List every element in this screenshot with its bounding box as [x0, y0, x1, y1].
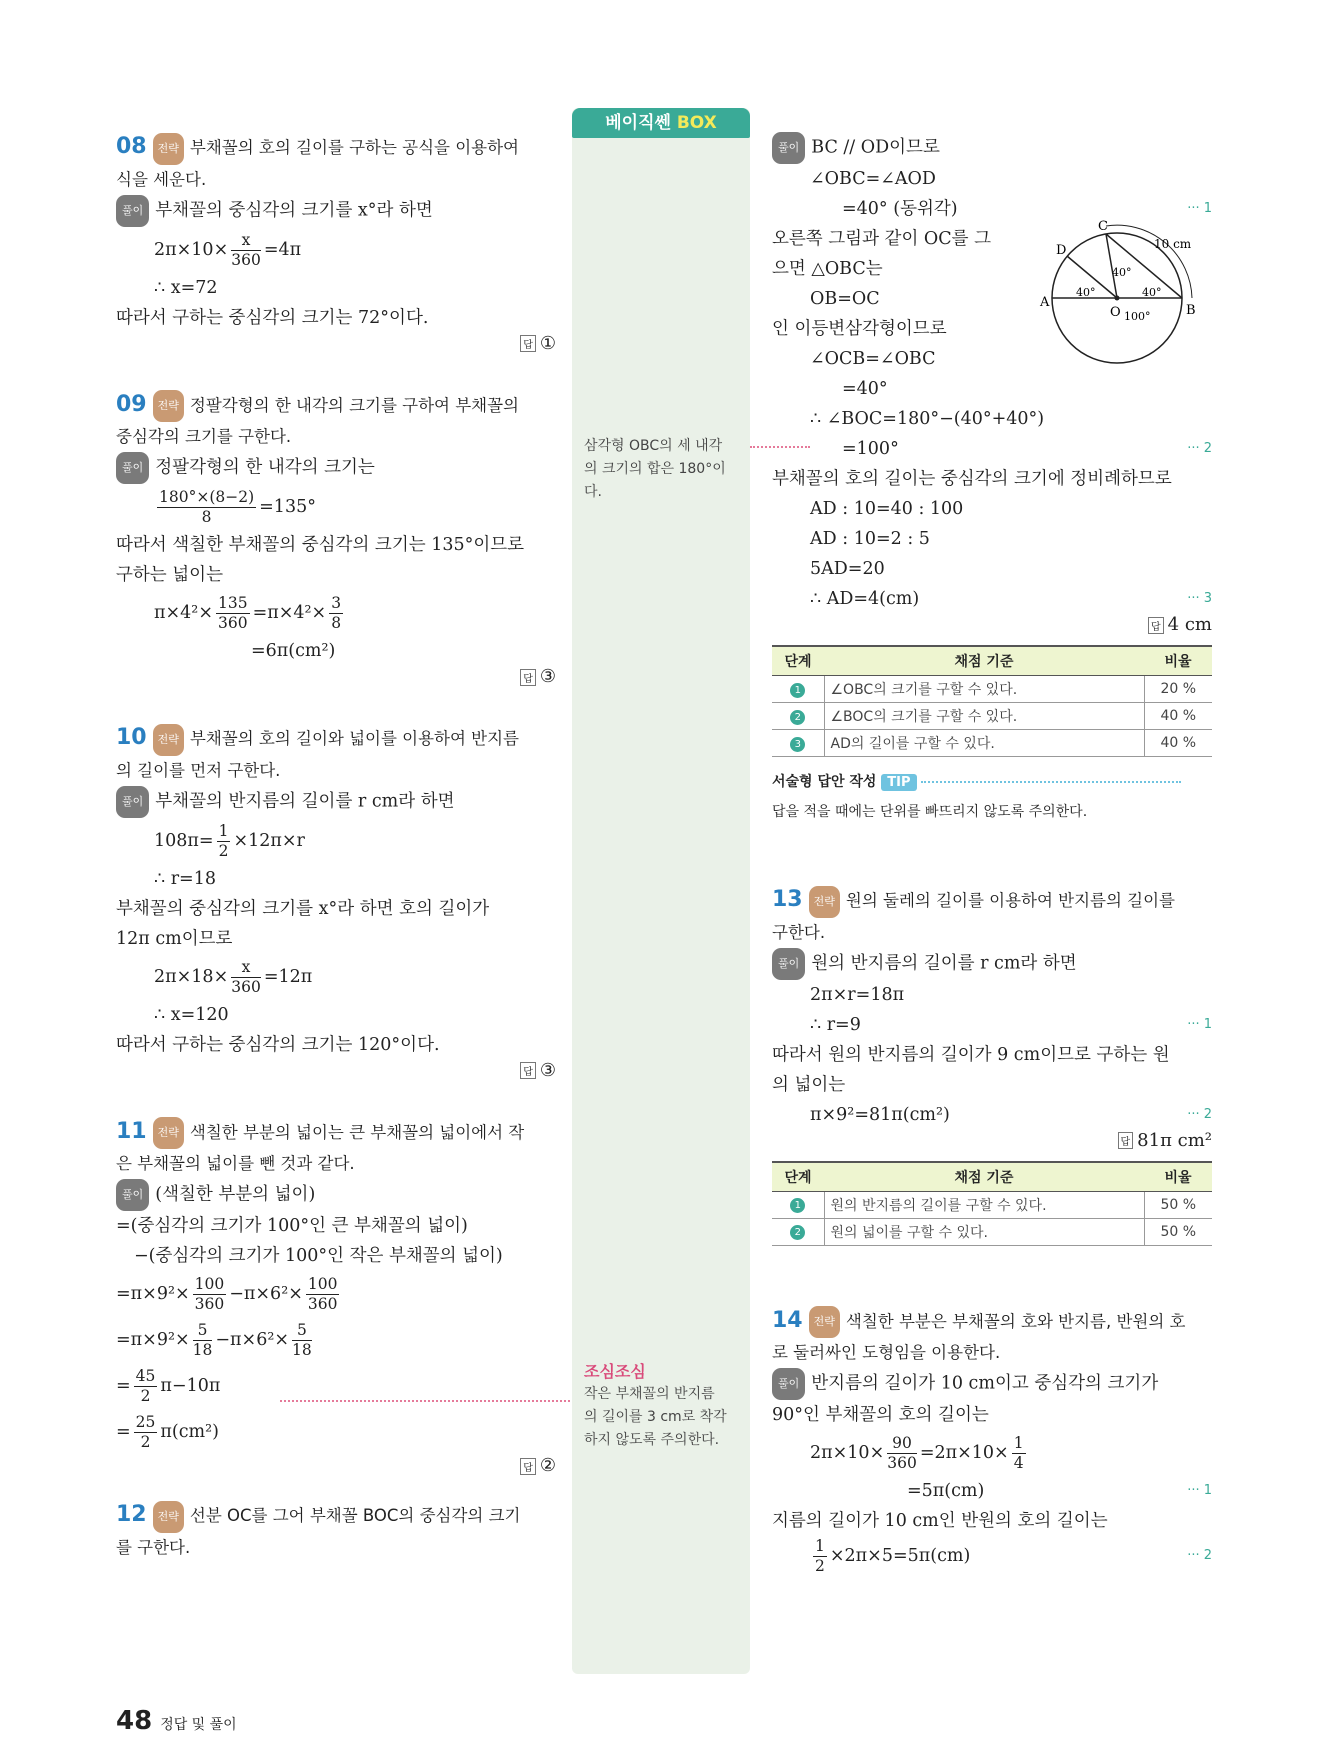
- eq-part: 108π=: [154, 830, 214, 851]
- text-line: 인 이등변삼각형이므로: [772, 319, 947, 339]
- equation: ∴ ∠BOC=180°−(40°+40°): [810, 409, 1045, 429]
- table-cell: 20 %: [1144, 676, 1212, 703]
- equation: ∴ r=9: [810, 1014, 861, 1035]
- answer-icon: 답: [1148, 617, 1164, 634]
- table-row: [772, 730, 1212, 757]
- page-number: 48: [116, 1706, 153, 1736]
- text-line: 12π cm이므로: [116, 928, 233, 949]
- note-line: 의 크기의 합은 180°이: [584, 461, 726, 477]
- answer: 81π cm²: [1137, 1129, 1212, 1151]
- strategy-text: 색칠한 부분은 부채꼴의 호와 반지름, 반원의 호: [845, 1311, 1186, 1331]
- table-cell: ∠BOC의 크기를 구할 수 있다.: [824, 703, 1144, 730]
- step-marker: ··· 1: [1187, 1016, 1212, 1032]
- angle-label: 40°: [1076, 286, 1096, 299]
- note-line: 하지 않도록 주의한다.: [584, 1432, 720, 1448]
- eq-part: π(cm²): [160, 1422, 219, 1442]
- angle-label: 100°: [1124, 310, 1151, 323]
- equation: [116, 1363, 556, 1409]
- text-line: 부채꼴의 호의 길이는 중심각의 크기에 정비례하므로: [772, 469, 1172, 489]
- eq-part: −π×6²×: [215, 1330, 290, 1350]
- angle-label: 40°: [1112, 266, 1132, 279]
- frac-num: 90: [887, 1434, 917, 1454]
- step-marker: ··· 2: [1187, 1106, 1212, 1122]
- equation: ∠OCB=∠OBC: [810, 349, 936, 369]
- equation: AD : 10=40 : 100: [810, 499, 964, 519]
- conclusion: 따라서 구하는 중심각의 크기는 120°이다.: [116, 1034, 440, 1055]
- table-cell: AD의 길이를 구할 수 있다.: [824, 730, 1144, 757]
- equation: [116, 818, 556, 864]
- solution-tag: 풀이: [772, 132, 805, 164]
- caution-title: 조심조심: [584, 1362, 646, 1381]
- equation: [116, 1317, 556, 1363]
- problem-number: 10: [116, 725, 147, 750]
- conclusion: 따라서 색칠한 부채꼴의 중심각의 크기는 135°이므로: [116, 535, 525, 555]
- frac-den: 8: [331, 614, 342, 632]
- equation: [772, 1536, 1212, 1576]
- table-header: 단계: [772, 1162, 824, 1192]
- solution-tag: 풀이: [116, 1179, 149, 1211]
- equation: AD : 10=2 : 5: [810, 529, 930, 549]
- eq-part: =4π: [263, 239, 302, 260]
- step-number: 1: [790, 1198, 805, 1213]
- eq-part: =π×4²×: [252, 603, 327, 623]
- conclusion: 구하는 넓이는: [116, 565, 223, 585]
- equation: [116, 954, 556, 1000]
- footer-label: 정답 및 풀이: [160, 1717, 237, 1733]
- frac-num: 45: [135, 1367, 156, 1385]
- equation: OB=OC: [810, 289, 880, 309]
- equation: π×9²=81π(cm²): [810, 1104, 950, 1125]
- strategy-tag: 전략: [809, 1306, 840, 1338]
- label-radius: 10 cm: [1154, 237, 1192, 251]
- equation: =100°: [842, 439, 899, 459]
- table-header: 비율: [1144, 1162, 1212, 1192]
- solution-text: 원의 반지름의 길이를 r cm라 하면: [811, 953, 1077, 973]
- text-line: 오른쪽 그림과 같이 OC를 그: [772, 229, 992, 249]
- strategy-text: 를 구한다.: [116, 1537, 191, 1557]
- equation: =40°: [842, 379, 888, 399]
- equation: [116, 590, 556, 636]
- strategy-tag: 전략: [153, 390, 184, 422]
- problem-number: 14: [772, 1307, 803, 1333]
- right-column: [772, 132, 1212, 1576]
- conclusion: 따라서 구하는 중심각의 크기는 72°이다.: [116, 307, 429, 328]
- text-line: 으면 △OBC는: [772, 259, 883, 279]
- frac-den: 360: [217, 614, 248, 632]
- sidebar-title-suffix: BOX: [676, 113, 717, 133]
- frac-den: 2: [140, 1387, 151, 1405]
- eq-part: =12π: [263, 966, 313, 987]
- equation: ∠OBC=∠AOD: [810, 169, 936, 189]
- eq-part: =: [116, 1376, 131, 1396]
- strategy-text: 부채꼴의 호의 길이를 구하는 공식을 이용하여: [189, 138, 519, 157]
- problem-12-header: [116, 1500, 556, 1563]
- strategy-text: 정팔각형의 한 내각의 크기를 구하여 부채꼴의: [189, 395, 519, 415]
- tip-divider: [921, 781, 1181, 783]
- strategy-text: 로 둘러싸인 도형임을 이용한다.: [772, 1343, 1001, 1362]
- strategy-text: 선분 OC를 그어 부채꼴 BOC의 중심각의 크기: [189, 1506, 521, 1525]
- solution-text: 반지름의 길이가 10 cm이고 중심각의 크기가: [811, 1373, 1159, 1394]
- solution-text: BC // OD이므로: [811, 137, 940, 158]
- eq-part: −π×6²×: [229, 1284, 303, 1304]
- eq-part: 2π×10×: [810, 1443, 885, 1463]
- answer: 4 cm: [1167, 614, 1212, 635]
- table-cell: ∠OBC의 크기를 구할 수 있다.: [824, 676, 1144, 703]
- strategy-text: 원의 둘레의 길이를 이용하여 반지름의 길이를: [845, 891, 1175, 910]
- eq-part: ×12π×r: [233, 830, 305, 851]
- answer: ③: [539, 1059, 556, 1081]
- frac-num: 135: [217, 594, 248, 612]
- frac-den: 360: [307, 1295, 338, 1313]
- frac-num: 1: [815, 1537, 825, 1555]
- frac-num: 100: [194, 1275, 225, 1293]
- equation: ∴ r=18: [154, 868, 216, 889]
- problem-number: 13: [772, 887, 803, 912]
- equation: −(중심각의 크기가 100°인 작은 부채꼴의 넓이): [134, 1246, 503, 1266]
- problem-14: [772, 1306, 1212, 1577]
- table-header: 비율: [1144, 646, 1212, 676]
- frac-num: 180°×(8−2): [159, 488, 255, 506]
- equation: =(중심각의 크기가 100°인 큰 부채꼴의 넓이): [116, 1216, 468, 1236]
- problem-number: 12: [116, 1502, 147, 1527]
- sidebar-title: [572, 108, 750, 138]
- equation: 2π×r=18π: [810, 984, 905, 1005]
- text-line: 지름의 길이가 10 cm인 반원의 호의 길이는: [772, 1511, 1108, 1531]
- frac-den: 2: [218, 841, 229, 860]
- sector-diagram: [1042, 218, 1222, 378]
- answer: ②: [539, 1455, 556, 1476]
- table-cell: 40 %: [1144, 703, 1212, 730]
- equation: [772, 1430, 1212, 1476]
- left-column: [116, 132, 556, 1563]
- strategy-text: 부채꼴의 호의 길이와 넓이를 이용하여 반지름: [189, 729, 519, 748]
- equation: =6π(cm²): [251, 641, 336, 661]
- solution-text: 정팔각형의 한 내각의 크기는: [155, 457, 375, 478]
- tip-text: 답을 적을 때에는 단위를 빠뜨리지 않도록 주의한다.: [772, 804, 1088, 820]
- frac-den: 4: [1013, 1454, 1024, 1472]
- frac-den: 2: [815, 1557, 825, 1575]
- answer-icon: 답: [520, 1062, 536, 1079]
- equation: [116, 227, 556, 273]
- strategy-text: 색칠한 부분의 넓이는 큰 부채꼴의 넓이에서 작: [189, 1122, 525, 1142]
- solution-text: 부채꼴의 중심각의 크기를 x°라 하면: [155, 200, 433, 220]
- solution-tag: 풀이: [116, 452, 149, 484]
- equation: [116, 484, 556, 530]
- solution-tag: 풀이: [772, 948, 805, 980]
- strategy-text: 식을 세운다.: [116, 169, 207, 189]
- solution-tag: 풀이: [116, 195, 149, 227]
- frac-num: 1: [218, 821, 229, 840]
- sidebar-note-triangle: [584, 435, 726, 504]
- table-header: 채점 기준: [824, 1162, 1144, 1192]
- label-D: D: [1056, 243, 1067, 258]
- table-row: [772, 676, 1212, 703]
- grading-table: [772, 1161, 1212, 1246]
- frac-num: x: [231, 958, 261, 978]
- step-marker: ··· 1: [1187, 1483, 1212, 1498]
- frac-den: 360: [194, 1295, 225, 1313]
- equation: ∴ x=72: [154, 277, 218, 298]
- frac-den: 18: [292, 1341, 312, 1359]
- strategy-tag: 전략: [153, 1501, 184, 1533]
- step-marker: ··· 2: [1187, 441, 1212, 456]
- answer-icon: 답: [1118, 1132, 1134, 1149]
- label-A: A: [1040, 295, 1050, 310]
- note-line: 의 길이를 3 cm로 착각: [584, 1409, 727, 1425]
- problem-11: [116, 1117, 556, 1477]
- strategy-tag: 전략: [153, 1117, 184, 1149]
- eq-part: π×4²×: [154, 603, 213, 623]
- label-B: B: [1186, 303, 1196, 318]
- table-cell: 40 %: [1144, 730, 1212, 757]
- tip-badge: TIP: [881, 774, 916, 791]
- eq-part: 2π×10×: [154, 239, 229, 260]
- label-C: C: [1098, 219, 1108, 234]
- eq-part: 2π×18×: [154, 966, 229, 987]
- frac-num: 3: [331, 594, 342, 612]
- step-marker: ··· 2: [1187, 1548, 1212, 1563]
- problem-number: 09: [116, 391, 147, 417]
- frac-num: 5: [193, 1321, 213, 1341]
- problem-09: [116, 390, 556, 688]
- step-number: 3: [790, 737, 805, 752]
- step-marker: ··· 1: [1187, 201, 1212, 216]
- eq-part: =2π×10×: [919, 1443, 1009, 1463]
- frac-num: 5: [292, 1321, 312, 1341]
- table-row: [772, 703, 1212, 730]
- frac-num: 1: [1013, 1434, 1024, 1452]
- problem-12-solution: [772, 132, 1212, 821]
- strategy-text: 의 길이를 먼저 구한다.: [116, 760, 281, 780]
- equation: [116, 1271, 556, 1317]
- solution-tag: 풀이: [116, 786, 149, 818]
- page-footer: [116, 1706, 237, 1736]
- problem-13: [772, 885, 1212, 1246]
- eq-part: =π×9²×: [116, 1284, 190, 1304]
- tip-title: 서술형 답안 작성: [772, 774, 877, 790]
- frac-den: 8: [201, 508, 212, 526]
- label-O: O: [1110, 305, 1121, 320]
- problem-number: 08: [116, 134, 147, 159]
- eq-part: =: [116, 1422, 131, 1442]
- text-line: 따라서 원의 반지름의 길이가 9 cm이므로 구하는 원: [772, 1044, 1170, 1065]
- table-row: [772, 1218, 1212, 1245]
- text-line: 의 넓이는: [772, 1074, 846, 1095]
- eq-part: ×2π×5=5π(cm): [829, 1546, 971, 1566]
- eq-part: =π×9²×: [116, 1330, 190, 1350]
- answer-icon: 답: [520, 669, 536, 686]
- strategy-text: 중심각의 크기를 구한다.: [116, 427, 292, 446]
- equation: =5π(cm): [907, 1481, 985, 1501]
- table-cell: 원의 넓이를 구할 수 있다.: [824, 1218, 1144, 1245]
- problem-10: [116, 723, 556, 1081]
- tip-box: [772, 771, 1212, 821]
- equation: =40° (동위각): [842, 199, 958, 219]
- frac-den: 18: [192, 1341, 213, 1359]
- table-row: [772, 1191, 1212, 1218]
- answer: ①: [539, 332, 556, 354]
- strategy-text: 구한다.: [772, 922, 826, 942]
- note-line: 삼각형 OBC의 세 내각: [584, 438, 723, 454]
- frac-num: 100: [307, 1275, 338, 1293]
- sidebar-note-caution: [584, 1360, 727, 1452]
- grading-table: [772, 645, 1212, 757]
- strategy-tag: 전략: [153, 133, 184, 165]
- step-number: 2: [790, 710, 805, 725]
- eq-part: π−10π: [160, 1376, 221, 1396]
- eq-part: =135°: [259, 497, 316, 517]
- table-cell: 50 %: [1144, 1218, 1212, 1245]
- step-marker: ··· 3: [1187, 591, 1212, 606]
- frac-num: x: [231, 231, 261, 251]
- equation: ∴ AD=4(cm): [810, 589, 920, 609]
- strategy-text: 은 부채꼴의 넓이를 뺀 것과 같다.: [116, 1154, 355, 1173]
- table-cell: 50 %: [1144, 1191, 1212, 1218]
- solution-text: 부채꼴의 반지름의 길이를 r cm라 하면: [155, 791, 455, 811]
- strategy-tag: 전략: [809, 886, 840, 918]
- frac-den: 360: [887, 1454, 917, 1472]
- frac-den: 360: [231, 250, 261, 269]
- answer-icon: 답: [520, 335, 536, 352]
- answer: ③: [539, 666, 556, 687]
- step-number: 2: [790, 1225, 805, 1240]
- text-line: 부채꼴의 중심각의 크기를 x°라 하면 호의 길이가: [116, 898, 490, 919]
- problem-number: 11: [116, 1118, 147, 1144]
- strategy-tag: 전략: [153, 724, 184, 756]
- equation: 5AD=20: [810, 559, 885, 579]
- table-cell: 원의 반지름의 길이를 구할 수 있다.: [824, 1191, 1144, 1218]
- note-line: 작은 부채꼴의 반지름: [584, 1386, 715, 1402]
- step-number: 1: [790, 683, 805, 698]
- frac-den: 2: [140, 1433, 151, 1451]
- problem-08: [116, 132, 556, 354]
- table-header: 단계: [772, 646, 824, 676]
- answer-icon: 답: [520, 1458, 536, 1475]
- table-header: 채점 기준: [824, 646, 1144, 676]
- solution-text: 90°인 부채꼴의 호의 길이는: [772, 1405, 989, 1425]
- equation: [116, 1409, 556, 1455]
- equation: ∴ x=120: [154, 1004, 229, 1025]
- angle-label: 40°: [1142, 286, 1162, 299]
- solution-tag: 풀이: [772, 1368, 805, 1400]
- sidebar-title-prefix: 베이직쎈: [605, 113, 677, 133]
- frac-num: 25: [135, 1413, 156, 1431]
- note-line: 다.: [584, 484, 602, 500]
- solution-text: (색칠한 부분의 넓이): [155, 1184, 316, 1205]
- frac-den: 360: [231, 977, 261, 996]
